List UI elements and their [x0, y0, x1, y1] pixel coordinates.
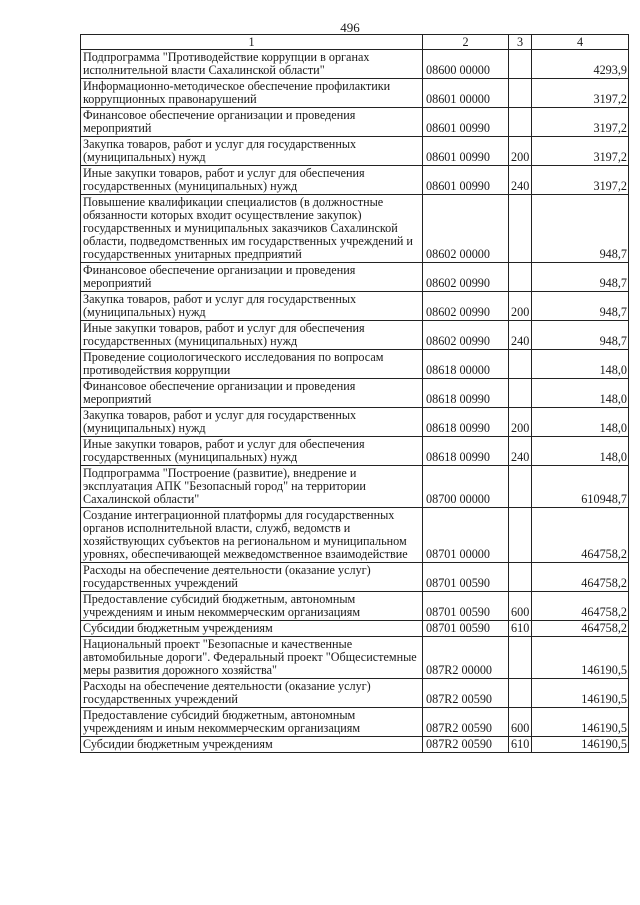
row-vr-cell: 200 — [509, 292, 532, 321]
row-sum-cell: 464758,2 — [532, 621, 629, 637]
row-code-cell: 08701 00590 — [423, 621, 509, 637]
row-vr-cell — [509, 108, 532, 137]
column-header-name: 1 — [81, 35, 423, 50]
row-code-cell: 08701 00590 — [423, 592, 509, 621]
row-sum-cell: 3197,2 — [532, 137, 629, 166]
row-code-cell: 08701 00590 — [423, 563, 509, 592]
row-name-cell: Финансовое обеспечение организации и проведения мероприятий — [81, 108, 423, 137]
row-vr-cell: 240 — [509, 166, 532, 195]
row-name-cell: Иные закупки товаров, работ и услуг для обеспечения государственных (муниципальных) нужд — [81, 437, 423, 466]
table-row — [81, 437, 629, 466]
table-row — [81, 166, 629, 195]
table-row — [81, 563, 629, 592]
row-vr-cell: 600 — [509, 708, 532, 737]
row-name-cell: Расходы на обеспечение деятельности (оказание услуг) государственных учреждений — [81, 679, 423, 708]
row-sum-cell: 4293,9 — [532, 50, 629, 79]
row-vr-cell — [509, 563, 532, 592]
row-name-cell: Расходы на обеспечение деятельности (оказание услуг) государственных учреждений — [81, 563, 423, 592]
row-name-cell: Подпрограмма "Противодействие коррупции в органах исполнительной власти Сахалинской области" — [81, 50, 423, 79]
column-header-row — [81, 35, 629, 50]
row-name-cell: Создание интеграционной платформы для государственных органов исполнительной власти, служб, ведомств и хозяйствующих субъектов на региональном и муниципальном уровнях, обеспечивающей межведомственное взаимодействие — [81, 508, 423, 563]
row-name-cell: Проведение социологического исследования по вопросам противодействия коррупции — [81, 350, 423, 379]
row-name-cell: Иные закупки товаров, работ и услуг для обеспечения государственных (муниципальных) нужд — [81, 166, 423, 195]
row-code-cell: 087R2 00590 — [423, 708, 509, 737]
row-vr-cell — [509, 195, 532, 263]
row-code-cell: 08602 00990 — [423, 321, 509, 350]
row-sum-cell: 148,0 — [532, 379, 629, 408]
row-vr-cell — [509, 466, 532, 508]
table-row — [81, 321, 629, 350]
row-name-cell: Предоставление субсидий бюджетным, автономным учреждениям и иным некоммерческим организациям — [81, 708, 423, 737]
row-name-cell: Иные закупки товаров, работ и услуг для обеспечения государственных (муниципальных) нужд — [81, 321, 423, 350]
row-sum-cell: 148,0 — [532, 437, 629, 466]
row-vr-cell — [509, 263, 532, 292]
row-vr-cell: 610 — [509, 621, 532, 637]
table-row — [81, 508, 629, 563]
row-code-cell: 08601 00990 — [423, 166, 509, 195]
column-header-code: 2 — [423, 35, 509, 50]
row-name-cell: Повышение квалификации специалистов (в должностные обязанности которых входит осуществление закупок) государственных и муниципальных заказчиков Сахалинской области, подведомственных им государственных учреждений и государственных унитарных предприятий — [81, 195, 423, 263]
row-code-cell: 08600 00000 — [423, 50, 509, 79]
row-sum-cell: 464758,2 — [532, 563, 629, 592]
row-sum-cell: 948,7 — [532, 195, 629, 263]
row-code-cell: 08700 00000 — [423, 466, 509, 508]
row-sum-cell: 948,7 — [532, 321, 629, 350]
row-name-cell: Субсидии бюджетным учреждениям — [81, 737, 423, 753]
budget-table — [80, 34, 629, 753]
row-code-cell: 087R2 00590 — [423, 679, 509, 708]
row-vr-cell — [509, 50, 532, 79]
row-code-cell: 08618 00000 — [423, 350, 509, 379]
table-row — [81, 621, 629, 637]
row-code-cell: 08602 00990 — [423, 292, 509, 321]
table-row — [81, 137, 629, 166]
row-name-cell: Субсидии бюджетным учреждениям — [81, 621, 423, 637]
table-row — [81, 708, 629, 737]
row-vr-cell: 240 — [509, 437, 532, 466]
row-name-cell: Подпрограмма "Построение (развитие), внедрение и эксплуатация АПК "Безопасный город" на территории Сахалинской области" — [81, 466, 423, 508]
table-row — [81, 379, 629, 408]
row-code-cell: 08618 00990 — [423, 379, 509, 408]
row-code-cell: 08602 00000 — [423, 195, 509, 263]
row-code-cell: 08601 00000 — [423, 79, 509, 108]
row-code-cell: 087R2 00000 — [423, 637, 509, 679]
table-body — [81, 35, 629, 753]
row-vr-cell: 200 — [509, 137, 532, 166]
row-name-cell: Национальный проект "Безопасные и качественные автомобильные дороги". Федеральный проект "Общесистемные меры развития дорожного хозяйства" — [81, 637, 423, 679]
row-code-cell: 087R2 00590 — [423, 737, 509, 753]
row-sum-cell: 948,7 — [532, 263, 629, 292]
column-header-vr: 3 — [509, 35, 532, 50]
row-code-cell: 08618 00990 — [423, 408, 509, 437]
table-row — [81, 637, 629, 679]
row-sum-cell: 146190,5 — [532, 679, 629, 708]
row-name-cell: Финансовое обеспечение организации и проведения мероприятий — [81, 379, 423, 408]
row-sum-cell: 148,0 — [532, 350, 629, 379]
table-row — [81, 79, 629, 108]
row-vr-cell: 240 — [509, 321, 532, 350]
table-row — [81, 350, 629, 379]
table-row — [81, 108, 629, 137]
row-code-cell: 08601 00990 — [423, 137, 509, 166]
table-row — [81, 679, 629, 708]
row-code-cell: 08701 00000 — [423, 508, 509, 563]
row-sum-cell: 146190,5 — [532, 708, 629, 737]
page-number: 496 — [340, 20, 360, 35]
table-row — [81, 466, 629, 508]
row-vr-cell — [509, 379, 532, 408]
row-name-cell: Закупка товаров, работ и услуг для государственных (муниципальных) нужд — [81, 292, 423, 321]
row-sum-cell: 464758,2 — [532, 592, 629, 621]
row-sum-cell: 3197,2 — [532, 166, 629, 195]
table-row — [81, 292, 629, 321]
row-vr-cell — [509, 679, 532, 708]
row-name-cell: Предоставление субсидий бюджетным, автономным учреждениям и иным некоммерческим организациям — [81, 592, 423, 621]
row-sum-cell: 3197,2 — [532, 108, 629, 137]
column-header-sum: 4 — [532, 35, 629, 50]
row-code-cell: 08602 00990 — [423, 263, 509, 292]
row-sum-cell: 148,0 — [532, 408, 629, 437]
row-sum-cell: 146190,5 — [532, 737, 629, 753]
row-vr-cell: 200 — [509, 408, 532, 437]
table-row — [81, 50, 629, 79]
row-vr-cell: 600 — [509, 592, 532, 621]
row-name-cell: Информационно-методическое обеспечение профилактики коррупционных правонарушений — [81, 79, 423, 108]
row-sum-cell: 948,7 — [532, 292, 629, 321]
row-vr-cell — [509, 350, 532, 379]
row-sum-cell: 464758,2 — [532, 508, 629, 563]
table-row — [81, 408, 629, 437]
table-row — [81, 195, 629, 263]
row-vr-cell — [509, 637, 532, 679]
row-name-cell: Закупка товаров, работ и услуг для государственных (муниципальных) нужд — [81, 137, 423, 166]
row-sum-cell: 146190,5 — [532, 637, 629, 679]
row-sum-cell: 610948,7 — [532, 466, 629, 508]
row-vr-cell — [509, 79, 532, 108]
row-vr-cell: 610 — [509, 737, 532, 753]
row-sum-cell: 3197,2 — [532, 79, 629, 108]
table-row — [81, 592, 629, 621]
table-row — [81, 737, 629, 753]
row-code-cell: 08601 00990 — [423, 108, 509, 137]
row-vr-cell — [509, 508, 532, 563]
row-name-cell: Финансовое обеспечение организации и проведения мероприятий — [81, 263, 423, 292]
table-row — [81, 263, 629, 292]
row-code-cell: 08618 00990 — [423, 437, 509, 466]
row-name-cell: Закупка товаров, работ и услуг для государственных (муниципальных) нужд — [81, 408, 423, 437]
